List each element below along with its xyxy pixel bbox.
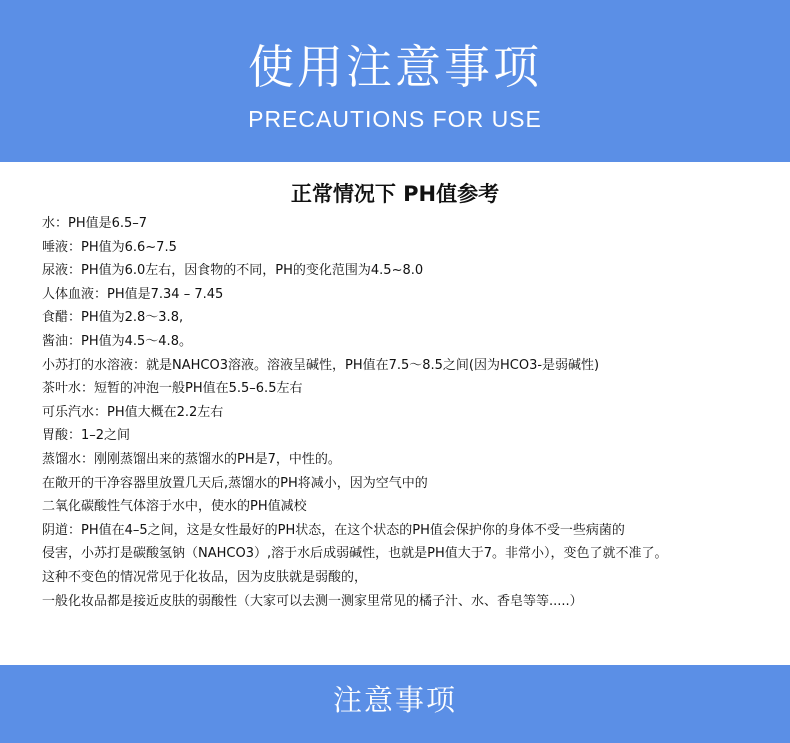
- header-banner: [0, 0, 790, 162]
- ph-reference-list: [42, 212, 782, 613]
- list-item: 茶叶水：短暂的冲泡一般PH值在5.5–6.5左右: [42, 381, 303, 397]
- list-item: 胃酸：1–2之间: [42, 428, 131, 444]
- list-item: 一般化妆品都是接近皮肤的弱酸性（大家可以去测一测家里常见的橘子汁、水、香皂等等.....）: [42, 593, 583, 609]
- page-subtitle: PRECAUTIONS FOR USE: [248, 106, 542, 132]
- list-item: 在敞开的干净容器里放置几天后,蒸馏水的PH将减小，因为空气中的: [42, 475, 428, 491]
- list-item: 阴道：PH值在4–5之间，这是女性最好的PH状态，在这个状态的PH值会保护你的身体不受一些病菌的: [42, 522, 625, 538]
- list-item: 人体血液：PH值是7.34 – 7.45: [42, 286, 224, 302]
- section-heading: 正常情况下 PH值参考: [290, 182, 500, 206]
- page-title: 使用注意事项: [248, 40, 542, 94]
- list-item: 这种不变色的情况常见于化妆品，因为皮肤就是弱酸的，: [42, 569, 368, 585]
- list-item: 水：PH值是6.5–7: [42, 216, 148, 231]
- list-item: 可乐汽水：PH值大概在2.2左右: [42, 404, 224, 420]
- list-item: 侵害，小苏打是碳酸氢钠（NAHCO3）,溶于水后成弱碱性，也就是PH值大于7。非常小），变色了就不准了。: [42, 546, 668, 562]
- list-item: 尿液：PH值为6.0左右，因食物的不同，PH的变化范围为4.5~8.0: [42, 263, 424, 279]
- list-item: 蒸馏水：刚刚蒸馏出来的蒸馏水的PH是7，中性的。: [42, 451, 341, 467]
- list-item: 唾液：PH值为6.6~7.5: [42, 239, 177, 255]
- footer-title: 注意事项: [332, 683, 457, 717]
- list-item: 小苏打的水溶液：就是NAHCO3溶液。溶液呈碱性，PH值在7.5～8.5之间(因为HCO3-是弱碱性): [42, 357, 600, 373]
- list-item: 二氧化碳酸性气体溶于水中，使水的PH值减校: [42, 499, 307, 515]
- list-item: 食醋：PH值为2.8～3.8,: [42, 310, 184, 326]
- list-item: 酱油：PH值为4.5～4.8。: [42, 333, 192, 349]
- footer-banner: [0, 665, 790, 743]
